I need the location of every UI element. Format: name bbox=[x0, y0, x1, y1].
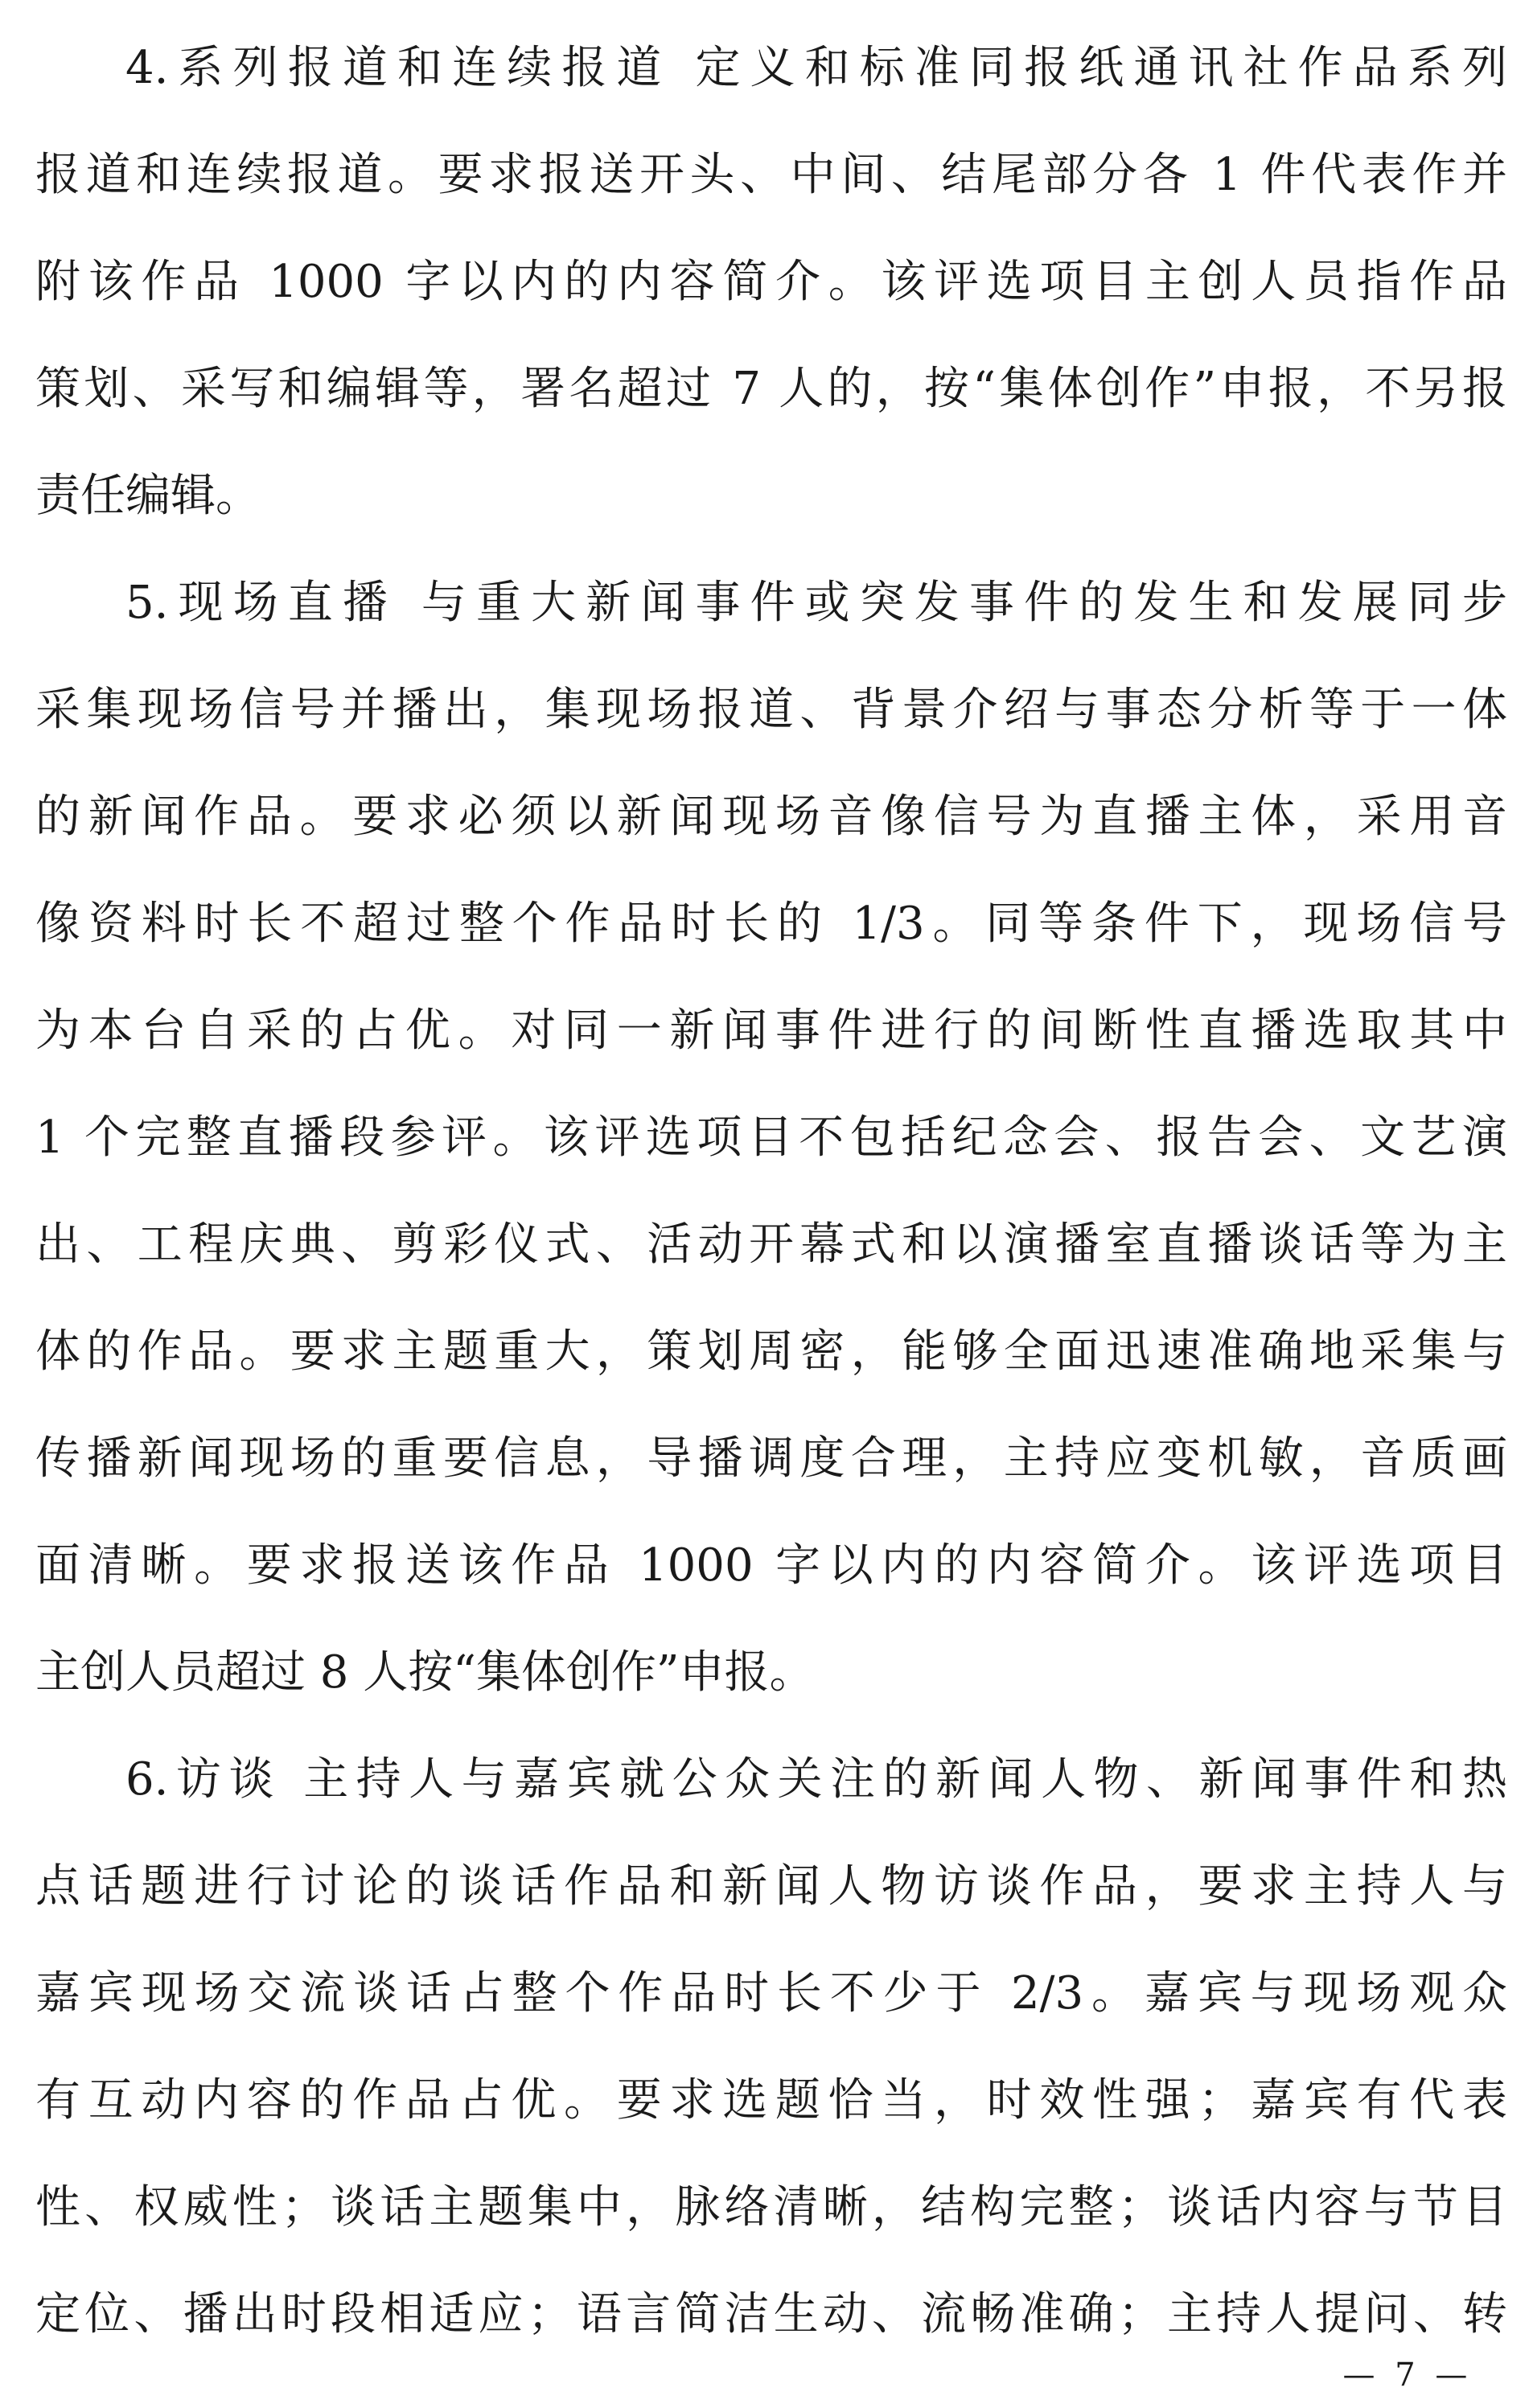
paragraph-series-reports bbox=[35, 14, 1507, 549]
text-line: 有互动内容的作品占优。要求选题恰当，时效性强；嘉宾有代表 bbox=[35, 2074, 1507, 2127]
paragraph-live-broadcast bbox=[35, 549, 1507, 1726]
text-line: 5.现场直播 与重大新闻事件或突发事件的发生和发展同步 bbox=[125, 577, 1507, 629]
text-line: 定位、播出时段相适应；语言简洁生动、流畅准确；主持人提问、转 bbox=[35, 2288, 1507, 2340]
text-line: 报道和连续报道。要求报送开头、中间、结尾部分各 1 件代表作并 bbox=[35, 149, 1507, 201]
text-line: 面清晰。要求报送该作品 1000 字以内的内容简介。该评选项目 bbox=[35, 1539, 1507, 1592]
text-line: 嘉宾现场交流谈话占整个作品时长不少于 2/3。嘉宾与现场观众 bbox=[35, 1967, 1507, 2020]
text-line: 的新闻作品。要求必须以新闻现场音像信号为直播主体，采用音 bbox=[35, 791, 1507, 843]
text-line: 主创人员超过 8 人按“集体创作”申报。 bbox=[35, 1646, 815, 1699]
paragraph-interview bbox=[35, 1726, 1507, 2368]
text-line: 点话题进行讨论的谈话作品和新闻人物访谈作品，要求主持人与 bbox=[35, 1860, 1507, 1913]
text-line: 出、工程庆典、剪彩仪式、活动开幕式和以演播室直播谈话等为主 bbox=[35, 1218, 1507, 1271]
text-line: 体的作品。要求主题重大，策划周密，能够全面迅速准确地采集与 bbox=[35, 1325, 1507, 1378]
text-line: 采集现场信号并播出，集现场报道、背景介绍与事态分析等于一体 bbox=[35, 684, 1507, 736]
text-line: 传播新闻现场的重要信息，导播调度合理，主持应变机敏，音质画 bbox=[35, 1432, 1507, 1485]
text-line: 性、权威性；谈话主题集中，脉络清晰，结构完整；谈话内容与节目 bbox=[35, 2181, 1507, 2233]
text-line: 1 个完整直播段参评。该评选项目不包括纪念会、报告会、文艺演 bbox=[35, 1112, 1507, 1164]
page-number: — 7 — bbox=[1342, 2357, 1473, 2394]
document-body bbox=[35, 14, 1507, 2368]
text-line: 像资料时长不超过整个作品时长的 1/3。同等条件下，现场信号 bbox=[35, 898, 1507, 950]
text-line: 为本台自采的占优。对同一新闻事件进行的间断性直播选取其中 bbox=[35, 1005, 1507, 1057]
text-line: 策划、采写和编辑等，署名超过 7 人的，按“集体创作”申报，不另报 bbox=[35, 363, 1507, 415]
text-line: 6.访谈 主持人与嘉宾就公众关注的新闻人物、新闻事件和热 bbox=[125, 1753, 1507, 1806]
text-line: 附该作品 1000 字以内的内容简介。该评选项目主创人员指作品 bbox=[35, 256, 1507, 308]
text-line: 4.系列报道和连续报道 定义和标准同报纸通讯社作品系列 bbox=[125, 42, 1507, 94]
text-line: 责任编辑。 bbox=[35, 470, 261, 522]
